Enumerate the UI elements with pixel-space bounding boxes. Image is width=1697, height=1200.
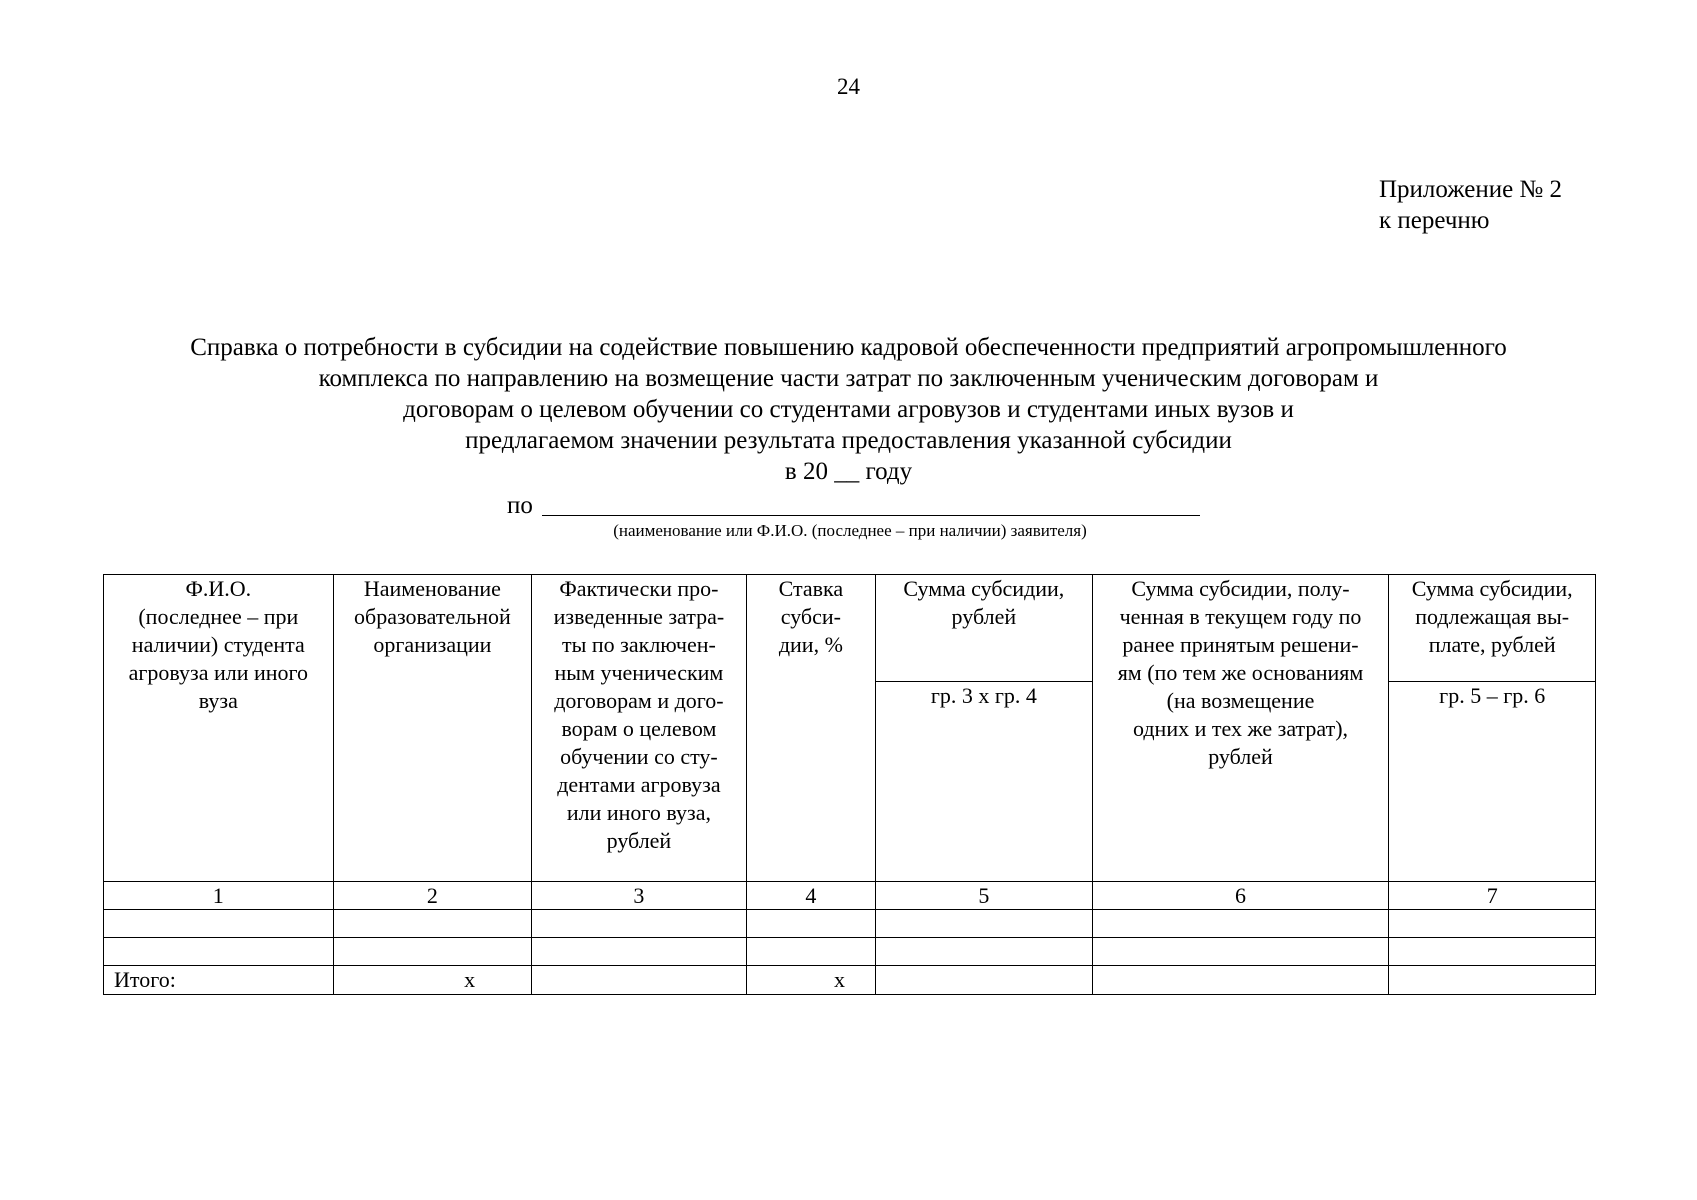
title-line-3: договорам о целевом обучении со студентами агровузов и студентами иных вузов и — [403, 396, 1294, 423]
table-cell — [333, 910, 532, 938]
table-cell — [746, 910, 875, 938]
header-col-7: Сумма субсидии, подлежащая вы- плате, рублей — [1389, 575, 1596, 682]
table-cell — [1389, 938, 1596, 966]
column-number-row — [104, 882, 1596, 910]
annex-reference — [1379, 174, 1562, 236]
table-cell — [532, 966, 747, 995]
table-cell — [876, 938, 1093, 966]
applicant-caption: (наименование или Ф.И.О. (последнее – при наличии) заявителя) — [613, 521, 1087, 540]
total-row — [104, 966, 1596, 995]
header-col-3: Фактически про- изведенные затра- ты по заключен- ным ученическим договорам и дого- ворам о целевом обучении со сту- дентами агровуза или иного вуза, рублей — [532, 575, 747, 882]
document-title — [60, 332, 1637, 487]
title-line-4: предлагаемом значении результата предоставления указанной субсидии — [465, 427, 1232, 454]
applicant-prefix: по — [507, 492, 533, 519]
column-number: 7 — [1389, 882, 1596, 910]
applicant-underline — [542, 515, 1200, 516]
table-cell — [104, 938, 334, 966]
header-col-2: Наименование образовательной организации — [333, 575, 532, 882]
table-cell — [876, 966, 1093, 995]
table-cell — [876, 910, 1093, 938]
formula-col-5: гр. 3 х гр. 4 — [876, 682, 1093, 882]
header-row — [104, 575, 1596, 682]
subsidy-table — [103, 574, 1596, 995]
column-number: 5 — [876, 882, 1093, 910]
annex-line-1: Приложение № 2 — [1379, 176, 1563, 203]
table-row — [104, 938, 1596, 966]
table-row — [104, 910, 1596, 938]
table-cell — [1092, 938, 1389, 966]
title-line-2: комплекса по направлению на возмещение части затрат по заключенным ученическим договорам и — [318, 365, 1379, 392]
table-cell — [104, 910, 334, 938]
table-cell — [532, 910, 747, 938]
column-number: 3 — [532, 882, 747, 910]
header-col-6: Сумма субсидии, полу- ченная в текущем году по ранее принятым решени- ям (по тем же основаниям (на возмещение одних и тех же затрат), рублей — [1092, 575, 1389, 882]
column-number: 6 — [1092, 882, 1389, 910]
column-number: 2 — [333, 882, 532, 910]
table-cell — [1389, 966, 1596, 995]
table-cell — [1092, 966, 1389, 995]
table-cell — [1092, 910, 1389, 938]
total-col-4-mark: х — [746, 966, 875, 995]
column-number: 4 — [746, 882, 875, 910]
total-label: Итого: — [104, 966, 334, 995]
title-line-5: в 20 __ году — [784, 458, 913, 485]
column-number: 1 — [104, 882, 334, 910]
table-cell — [333, 938, 532, 966]
header-col-4: Ставка субси- дии, % — [746, 575, 875, 882]
table-cell — [746, 938, 875, 966]
title-line-1: Справка о потребности в субсидии на содействие повышению кадровой обеспеченности предприятий агропромышленного — [190, 334, 1507, 361]
formula-col-7: гр. 5 – гр. 6 — [1389, 682, 1596, 882]
total-col-2-mark: х — [333, 966, 532, 995]
page-number: 24 — [837, 74, 860, 99]
header-col-5: Сумма субсидии, рублей — [876, 575, 1093, 682]
annex-line-2: к перечню — [1379, 207, 1490, 234]
table-cell — [1389, 910, 1596, 938]
header-col-1: Ф.И.О. (последнее – при наличии) студента агровуза или иного вуза — [104, 575, 334, 882]
table-cell — [532, 938, 747, 966]
